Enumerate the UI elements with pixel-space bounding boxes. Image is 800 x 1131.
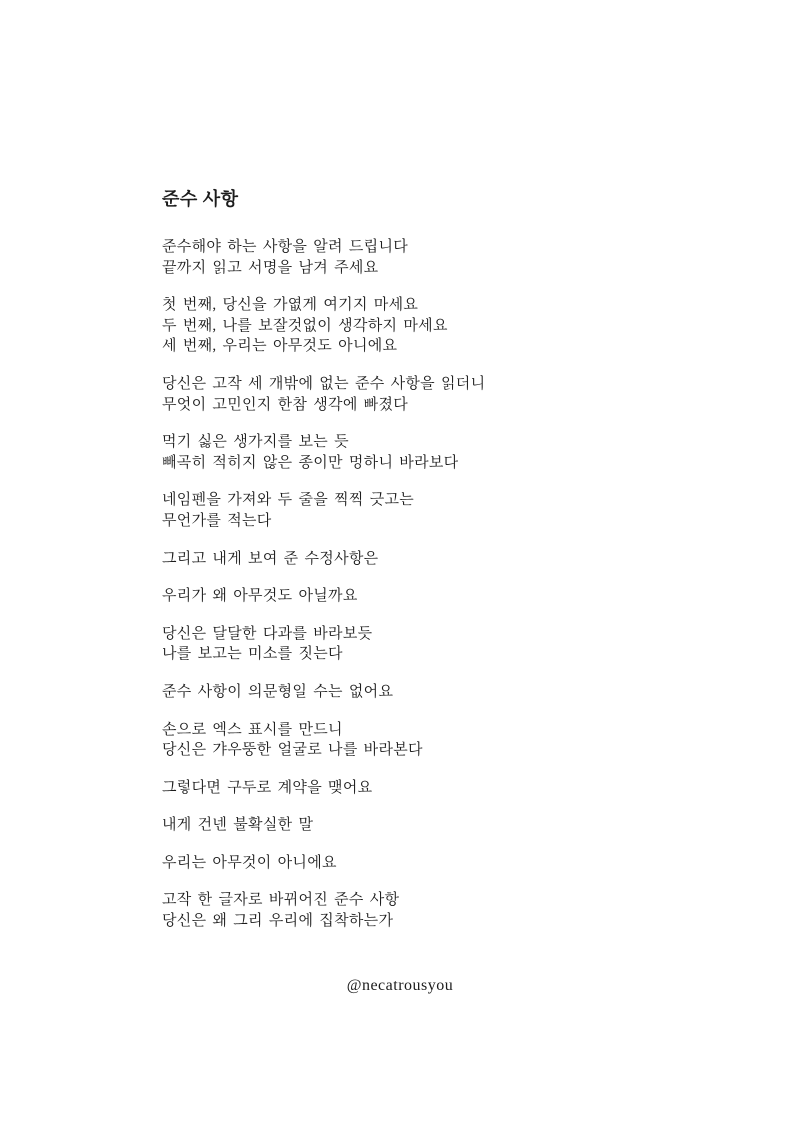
poem-line: 끝까지 읽고 서명을 남겨 주세요 — [162, 259, 379, 276]
poem-line: 당신은 갸우뚱한 얼굴로 나를 바라본다 — [162, 742, 423, 759]
stanza — [162, 890, 662, 931]
poem-line: 첫 번째, 당신을 가엾게 여기지 마세요 — [162, 297, 419, 314]
stanza — [162, 815, 662, 836]
poem-body — [162, 237, 662, 932]
stanza — [162, 778, 662, 799]
stanza — [162, 682, 662, 703]
poem-line: 네임펜을 가져와 두 줄을 찍찍 긋고는 — [162, 492, 415, 509]
poem-line: 빼곡히 적히지 않은 종이만 멍하니 바라보다 — [162, 454, 459, 471]
poem-line: 당신은 왜 그리 우리에 집착하는가 — [162, 913, 394, 930]
poem-line: 두 번째, 나를 보잘것없이 생각하지 마세요 — [162, 317, 448, 334]
author-handle: @necatrousyou — [346, 977, 454, 994]
stanza — [162, 624, 662, 665]
poem-line: 손으로 엑스 표시를 만드니 — [162, 721, 343, 738]
poem-title: 준수 사항 — [162, 189, 239, 209]
poem — [162, 188, 662, 949]
stanza — [162, 432, 662, 473]
poem-line: 준수해야 하는 사항을 알려 드립니다 — [162, 239, 409, 255]
stanza — [162, 586, 662, 607]
poem-line: 세 번째, 우리는 아무것도 아니에요 — [162, 338, 398, 355]
poem-line: 당신은 고작 세 개밖에 없는 준수 사항을 읽더니 — [162, 375, 486, 392]
stanza — [162, 720, 662, 761]
poem-line: 내게 건넨 불확실한 말 — [162, 817, 314, 834]
poem-line: 그리고 내게 보여 준 수정사항은 — [162, 550, 379, 567]
poem-line: 고작 한 글자로 바뀌어진 준수 사항 — [162, 892, 400, 909]
poem-line: 우리가 왜 아무것도 아닐까요 — [162, 588, 358, 605]
poem-line: 그렇다면 구두로 계약을 맺어요 — [162, 779, 373, 796]
stanza — [162, 374, 662, 415]
poem-line: 우리는 아무것이 아니에요 — [162, 854, 337, 871]
poem-line: 나를 보고는 미소를 짓는다 — [162, 646, 343, 663]
poem-line: 당신은 달달한 다과를 바라보듯 — [162, 625, 373, 642]
poem-line: 준수 사항이 의문형일 수는 없어요 — [162, 683, 394, 700]
stanza — [162, 490, 662, 531]
poem-line: 무언가를 적는다 — [162, 512, 272, 529]
stanza — [162, 295, 662, 357]
stanza — [162, 549, 662, 570]
poem-line: 무엇이 고민인지 한참 생각에 빠졌다 — [162, 396, 409, 413]
stanza — [162, 237, 662, 278]
stanza — [162, 853, 662, 874]
poem-line: 먹기 싫은 생가지를 보는 듯 — [162, 434, 349, 451]
